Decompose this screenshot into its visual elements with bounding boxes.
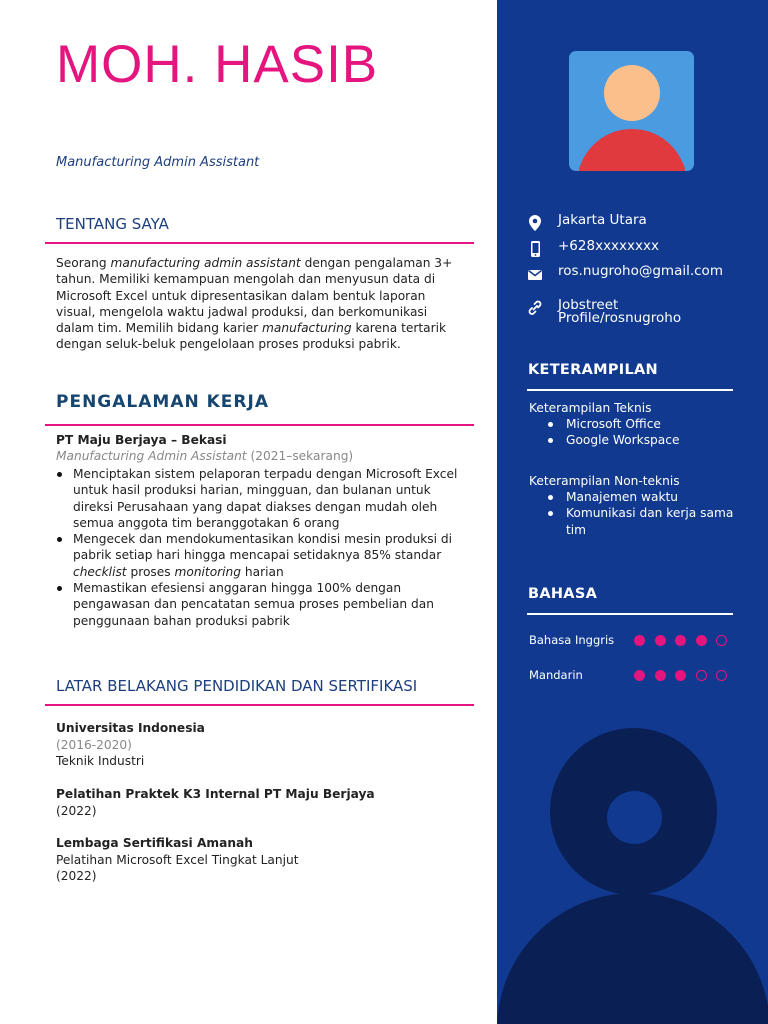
about-text [56,255,468,353]
education-institution: Pelatihan Praktek K3 Internal PT Maju Berjaya [56,787,375,801]
about-text-part: karena tertarik dengan seluk-beluk pengelolaan proses produksi pabrik. [56,321,447,352]
language-name: Mandarin [529,668,583,682]
contact-email[interactable] [527,265,747,295]
bullet-italic: monitoring [174,564,242,579]
level-dot-empty [696,670,707,681]
job-bullet [56,531,468,580]
education-entry [56,786,375,819]
skills-technical-label: Keterampilan Teknis [529,401,652,415]
education-institution: Universitas Indonesia [56,721,205,735]
mail-icon [527,265,549,285]
job-bullet: Menciptakan sistem pelaporan terpadu dengan Microsoft Excel untuk hasil produksi harian, mingguan, dan bulanan untuk direksi Perusahaan yang dapat diakses dengan mudah oleh semua anggota tim beranggotakan 6 orang [56,466,468,531]
bullet-italic: checklist [73,564,127,579]
link-icon [527,299,549,319]
skills-divider [527,389,733,391]
level-dot-filled [634,670,645,681]
education-major: Teknik Industri [56,754,145,768]
about-text-part: Seorang [56,256,111,270]
skill-item: Microsoft Office [547,416,737,432]
bullet-text: harian [241,564,284,579]
phone-icon [527,240,549,260]
education-divider [45,704,474,706]
skill-item: Google Workspace [547,432,737,448]
about-text-italic: manufacturing admin assistant [110,256,301,270]
job-company: PT Maju Berjaya – Bekasi [56,433,227,447]
job-position-title: Manufacturing Admin Assistant [56,449,247,463]
job-position [56,449,353,463]
level-dot-filled [696,635,707,646]
level-dot-filled [655,635,666,646]
education-institution: Lembaga Sertifikasi Amanah [56,836,253,850]
language-name: Bahasa Inggris [529,633,615,647]
location-pin-icon [527,214,549,234]
level-dot-filled [675,635,686,646]
sidebar [497,0,768,1024]
contact-phone [527,240,747,260]
language-level [634,635,734,647]
skills-technical-list [547,416,737,449]
education-course: Pelatihan Microsoft Excel Tingkat Lanjut [56,852,299,867]
level-dot-empty [716,635,727,646]
experience-title: PENGALAMAN KERJA [56,392,269,412]
contact-location-text: Jakarta Utara [558,212,647,228]
candidate-role: Manufacturing Admin Assistant [56,155,260,170]
decorative-shape [497,893,768,1024]
skills-soft-label: Keterampilan Non-teknis [529,474,680,488]
skill-item: Manajemen waktu [547,489,737,505]
level-dot-filled [634,635,645,646]
avatar [569,51,694,171]
about-title: TENTANG SAYA [56,215,169,233]
level-dot-filled [675,670,686,681]
skill-item: Komunikasi dan kerja sama tim [547,505,737,538]
contact-link[interactable] [527,299,747,331]
contact-email-text[interactable]: ros.nugroho@gmail.com [558,263,723,279]
contact-phone-text: +628xxxxxxxx [558,238,659,254]
languages-title: BAHASA [528,586,598,602]
language-level [634,670,734,682]
job-bullets [56,466,468,629]
bullet-text: Mengecek dan mendokumentasikan kondisi mesin produksi di pabrik setiap hari hingga mencapai setidaknya 85% standar [73,532,453,563]
decorative-ring-hole [607,791,662,844]
bullet-text: proses [126,564,175,579]
skills-soft-list [547,489,737,538]
about-divider [45,242,474,244]
education-year: (2022) [56,869,97,883]
about-text-part: dengan pengalaman 3+ tahun. Memiliki kemampuan mengolah dan menyusun data di Microsoft Excel untuk dipresentasikan dalam bentuk laporan visual, mengelola waktu jadwal produksi, dan berkomunikasi dalam tim. Memilih bidang karier [56,256,453,336]
avatar-body [577,129,687,171]
level-dot-filled [655,670,666,681]
contact-location [527,214,747,234]
job-period: (2021–sekarang) [246,449,354,463]
experience-divider [45,424,474,426]
skills-title: KETERAMPILAN [528,362,658,378]
candidate-name: MOH. HASIB [56,35,379,94]
education-year: (2022) [56,803,97,818]
education-period: (2016-2020) [56,737,132,752]
languages-divider [527,613,733,615]
about-text-italic: manufacturing [262,321,352,336]
contact-link-text[interactable]: Jobstreet Profile/rosnugroho [558,299,682,326]
avatar-head [604,65,660,121]
level-dot-empty [716,670,727,681]
education-entry [56,720,205,770]
education-entry [56,835,298,885]
job-bullet: Memastikan efesiensi anggaran hingga 100% dengan pengawasan dan pencatatan semua proses pembelian dan penggunaan bahan produksi pabrik [56,580,468,629]
education-title: LATAR BELAKANG PENDIDIKAN DAN SERTIFIKASI [56,677,418,695]
